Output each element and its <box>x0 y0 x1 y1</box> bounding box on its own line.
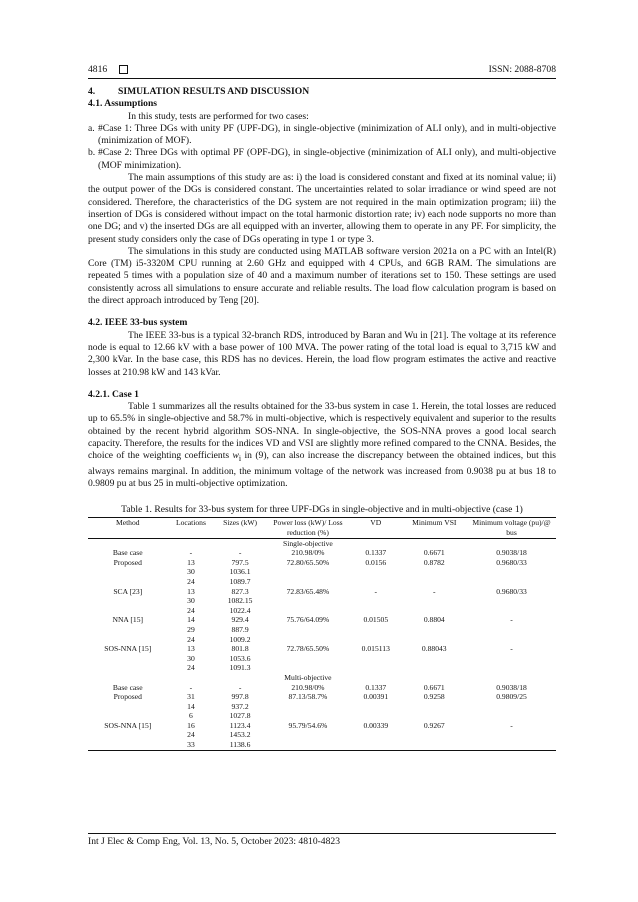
table-cell <box>266 702 350 712</box>
table-row <box>88 538 556 548</box>
table-cell: SOS-NNA [15] <box>104 720 152 730</box>
table-cell: 13 <box>187 557 195 567</box>
table-cell <box>88 730 168 740</box>
table-cell: 0.01505 <box>363 615 389 625</box>
table-cell <box>402 606 468 616</box>
table-cell <box>168 673 215 683</box>
table-cell: 1053.6 <box>229 653 251 663</box>
table-row <box>88 596 556 606</box>
col-locations: Locations <box>175 518 206 528</box>
table-cell: 0.9038/18 <box>496 682 527 692</box>
table-cell <box>467 606 556 616</box>
table-cell <box>168 538 215 548</box>
table-cell <box>467 635 556 645</box>
table-cell: 0.6671 <box>423 548 445 558</box>
table-cell: 29 <box>187 624 195 634</box>
table-cell: 210.98/0% <box>291 682 325 692</box>
table-cell: - <box>189 682 193 692</box>
table-cell: NNA [15] <box>112 615 144 625</box>
table-cell: 0.9258 <box>423 692 445 702</box>
table-row <box>88 548 556 558</box>
table-cell <box>88 663 168 673</box>
table-cell: 0.9680/33 <box>496 586 527 596</box>
table-row <box>88 673 556 683</box>
table-cell: 14 <box>187 615 195 625</box>
list-item: b. #Case 2: Three DGs with optimal PF (OPF-DG), in single-objective (minimization of ALI only), and multi-objective (MOF minimization). <box>88 147 556 171</box>
table-cell <box>402 673 468 683</box>
table-cell <box>350 702 401 712</box>
table-cell <box>266 625 350 635</box>
table-cell: 1009.2 <box>229 634 251 644</box>
col-sizes: Sizes (kW) <box>223 518 258 528</box>
table-cell <box>88 538 168 548</box>
table-cell <box>88 606 168 616</box>
header-rule <box>88 78 556 79</box>
col-min-voltage: Minimum voltage (pu)/@ bus <box>472 518 551 537</box>
table-cell <box>350 606 401 616</box>
table-caption: Table 1. Results for 33-bus system for three UPF-DGs in single-objective and in multi-objective (case 1) <box>121 504 523 516</box>
table-cell <box>402 625 468 635</box>
results-table <box>88 517 556 750</box>
table-cell <box>88 702 168 712</box>
table-cell: 801.8 <box>231 644 249 654</box>
table-row <box>88 702 556 712</box>
page-number: 4816 <box>88 64 108 75</box>
table-cell: 14 <box>187 701 195 711</box>
table-cell: 0.1337 <box>365 548 387 558</box>
paragraph-assumptions: The main assumptions of this study are as: i) the load is considered constant and fixed at its nominal value; ii) the output power of the DGs is considered constant. The uncertainties related to solar irradiance or wind speed are not considered. Therefore, the characteristics of the DG system are not required in the main optimization program; iii) the insertion of DGs is considered without impact on the total harmonic distortion rate; iv) each node supports no more than one DG; and v) the inserted DGs are all equipped with an inverter, allowing them to operate in any PF. For simplicity, the present study considers only the case of DGs operating in type 1 or type 3. <box>88 172 556 245</box>
table-cell: 937.2 <box>231 701 249 711</box>
table-cell: - <box>433 586 436 596</box>
table-cell: Single-objective <box>283 538 333 548</box>
table-cell: 0.9680/33 <box>496 557 527 567</box>
table-cell <box>402 711 468 721</box>
journal-issn: ISSN: 2088-8708 <box>488 64 556 75</box>
table-cell: 16 <box>187 720 195 730</box>
table-cell: 6 <box>189 711 193 721</box>
table-cell: 95.79/54.6% <box>288 720 328 730</box>
table-cell <box>350 673 401 683</box>
table-cell <box>467 577 556 587</box>
table-cell <box>350 654 401 664</box>
section-heading: 4. SIMULATION RESULTS AND DISCUSSION <box>88 86 310 97</box>
table-cell <box>88 711 168 721</box>
table-row <box>88 625 556 635</box>
table-cell <box>402 730 468 740</box>
subsection-heading-ieee: 4.2. IEEE 33-bus system <box>88 317 188 329</box>
table-cell <box>88 577 168 587</box>
table-cell <box>402 577 468 587</box>
table-cell <box>88 625 168 635</box>
table-cell: 24 <box>187 605 195 615</box>
table-cell: 30 <box>187 567 195 577</box>
table-cell <box>467 711 556 721</box>
table-row <box>88 730 556 740</box>
table-cell: 30 <box>187 653 195 663</box>
table-cell: 30 <box>187 596 195 606</box>
table-cell: - <box>510 720 513 730</box>
table-cell <box>88 740 168 750</box>
table-cell <box>467 740 556 750</box>
table-cell: - <box>238 682 242 692</box>
table-cell: 24 <box>187 663 195 673</box>
list-item: a. #Case 1: Three DGs with unity PF (UPF-DG), in single-objective (minimization of ALI only), and in multi-objective (minimization of MOF). <box>88 122 556 147</box>
table-cell <box>350 711 401 721</box>
table-row <box>88 740 556 750</box>
paragraph-case1: Table 1 summarizes all the results obtained for the 33-bus system in case 1. Herein, the total losses are reduced up to 65.5% in single-objective and 58.7% in multi-objective, which is respectively equivalent and superior to the results obtained by the recent hybrid algorithm SOS-NNA. In single-objective, the SOS-NNA proves a good local search capacity. Therefore, the results for the indices VD and VSI are slightly more refined compared to the CNNA. Besides, the choice of the weighting coefficients $w_i$ in (9), can also increase the discrepancy between the obtained indices, but this always remains marginal. In addition, the minimum voltage of the network was increased from 0.9038 pu at bus 18 to 0.9809 pu at bus 25 in multi-objective optimization. <box>88 401 556 489</box>
table-cell: 797.5 <box>231 557 249 567</box>
table-cell: - <box>510 644 513 654</box>
table-cell <box>266 663 350 673</box>
table-cell <box>402 654 468 664</box>
table-row <box>88 577 556 587</box>
table-cell <box>402 740 468 750</box>
table-row <box>88 644 556 654</box>
table-cell <box>467 673 556 683</box>
col-power-loss: Power loss (kW)/ Loss reduction (%) <box>273 518 343 537</box>
table-cell: 24 <box>187 730 195 740</box>
table-cell <box>467 702 556 712</box>
table-cell: 0.0156 <box>365 557 387 567</box>
table-cell: 0.00339 <box>363 720 389 730</box>
col-min-vsi: Minimum VSI <box>412 518 457 528</box>
table-cell <box>350 596 401 606</box>
table-cell <box>266 740 350 750</box>
table-cell: 210.98/0% <box>291 548 325 558</box>
table-cell: 887.9 <box>231 624 249 634</box>
table-cell <box>88 673 168 683</box>
table-cell: 929.4 <box>231 615 249 625</box>
square-icon <box>119 65 128 74</box>
table-cell <box>350 567 401 577</box>
table-body <box>88 538 556 750</box>
table-cell <box>402 635 468 645</box>
table-cell: 72.80/65.50% <box>286 557 330 567</box>
table-cell <box>266 606 350 616</box>
table-cell: - <box>238 548 242 558</box>
table-cell <box>266 577 350 587</box>
running-header <box>88 61 556 75</box>
table-cell: 1082.15 <box>227 596 253 606</box>
table-cell <box>266 635 350 645</box>
table-cell <box>350 577 401 587</box>
col-vd: VD <box>370 518 382 528</box>
table-cell: 0.9267 <box>423 720 445 730</box>
table-cell <box>88 635 168 645</box>
table-row <box>88 654 556 664</box>
table-cell <box>467 625 556 635</box>
table-row <box>88 615 556 625</box>
table-cell <box>350 625 401 635</box>
paragraph-ieee: The IEEE 33-bus is a typical 32-branch RDS, introduced by Baran and Wu in [21]. The voltage at its reference node is equal to 12.66 kV with a base power of 100 MVA. The power rating of the total load is equal to 3,715 kW and 2,300 kVar. In the base case, this RDS has no devices. Herein, the load flow program estimates the active and reactive losses at 210.98 kW and 143 kVar. <box>88 329 556 378</box>
table-cell: 31 <box>187 692 195 702</box>
table-header-row <box>88 518 556 538</box>
table-cell <box>214 538 265 548</box>
table-cell: SOS-NNA [15] <box>104 644 152 654</box>
table-cell <box>88 567 168 577</box>
table-cell: 0.88043 <box>421 644 447 654</box>
table-cell <box>88 596 168 606</box>
table-row <box>88 721 556 731</box>
table-cell: 0.9038/18 <box>496 548 527 558</box>
table-cell: 0.8804 <box>423 615 445 625</box>
table-cell <box>402 596 468 606</box>
table-cell: 827.3 <box>231 586 249 596</box>
table-cell: Proposed <box>113 692 142 702</box>
table-cell <box>350 538 401 548</box>
table-cell: 1138.6 <box>229 740 251 750</box>
table-cell: - <box>510 615 513 625</box>
paragraph-simulations: The simulations in this study are conducted using MATLAB software version 2021a on a PC with an Intel(R) Core (TM) i5-3320M CPU running at 2.60 GHz and equipped with 4 CPUs, and 6GB RAM. The simulations are repeated 5 times with a population size of 40 and a maximum number of iterations set to 150. These settings are used consistently across all simulations to ensure accurate and reliable results. The load flow calculation program is based on the direct approach introduced by Teng [20]. <box>88 245 556 307</box>
table-row <box>88 663 556 673</box>
table-row <box>88 683 556 693</box>
table-cell <box>266 596 350 606</box>
table-cell <box>350 740 401 750</box>
table-cell: Base case <box>112 548 143 558</box>
table-cell: 24 <box>187 576 195 586</box>
table-cell: 1036.1 <box>229 567 251 577</box>
table-cell: 1123.4 <box>229 720 251 730</box>
table-cell <box>467 567 556 577</box>
table-cell: 24 <box>187 634 195 644</box>
table-cell: Base case <box>112 682 143 692</box>
col-method: Method <box>115 518 140 528</box>
table-cell <box>402 538 468 548</box>
table-cell: 1091.3 <box>229 663 251 673</box>
table-row <box>88 587 556 597</box>
table-row <box>88 711 556 721</box>
table-cell: 1089.7 <box>229 576 251 586</box>
table-row <box>88 558 556 568</box>
table-cell <box>214 673 265 683</box>
table-cell <box>266 730 350 740</box>
table-cell: 0.1337 <box>365 682 387 692</box>
table-cell <box>467 663 556 673</box>
table-cell: 72.83/65.48% <box>286 586 330 596</box>
table-cell <box>350 635 401 645</box>
table-cell: 0.015113 <box>361 644 390 654</box>
table-row <box>88 567 556 577</box>
table-cell: 13 <box>187 586 195 596</box>
table-cell <box>467 538 556 548</box>
table-row <box>88 606 556 616</box>
table-row <box>88 692 556 702</box>
table-cell: 0.00391 <box>363 692 389 702</box>
table-cell: Proposed <box>113 557 142 567</box>
table-cell <box>402 702 468 712</box>
table-cell: SCA [23] <box>113 586 143 596</box>
table-row <box>88 635 556 645</box>
table-cell <box>402 567 468 577</box>
table-cell: 997.8 <box>231 692 249 702</box>
table-cell: 0.9809/25 <box>496 692 527 702</box>
table-cell: 1453.2 <box>229 730 251 740</box>
table-cell: 0.8782 <box>423 557 445 567</box>
footer-rule <box>88 833 556 834</box>
table-cell: 1022.4 <box>229 605 251 615</box>
table-cell: 1027.8 <box>229 711 251 721</box>
table-cell: 33 <box>187 740 195 750</box>
table-cell: 13 <box>187 644 195 654</box>
table-cell: - <box>374 586 378 596</box>
table-cell <box>350 730 401 740</box>
table-cell <box>88 654 168 664</box>
paragraph-intro: In this study, tests are performed for two cases: <box>128 110 309 122</box>
table-cell: 72.78/65.50% <box>286 644 330 654</box>
footer-citation: Int J Elec & Comp Eng, Vol. 13, No. 5, October 2023: 4810-4823 <box>88 836 340 847</box>
subsection-heading-assumptions: 4.1. Assumptions <box>88 98 158 110</box>
table-cell <box>402 663 468 673</box>
table-cell: Multi-objective <box>284 672 332 682</box>
table-cell: 75.76/64.09% <box>286 615 330 625</box>
table-cell <box>467 654 556 664</box>
subsubsection-heading-case1: 4.2.1. Case 1 <box>88 388 139 400</box>
table-cell <box>266 567 350 577</box>
table-cell: 87.13/58.7% <box>288 692 328 702</box>
table-cell: 0.6671 <box>423 682 445 692</box>
table-cell <box>467 596 556 606</box>
table-cell <box>467 730 556 740</box>
table-cell <box>350 663 401 673</box>
table-cell: - <box>189 548 193 558</box>
table-cell <box>266 654 350 664</box>
table-cell <box>266 711 350 721</box>
article-body <box>88 86 556 751</box>
